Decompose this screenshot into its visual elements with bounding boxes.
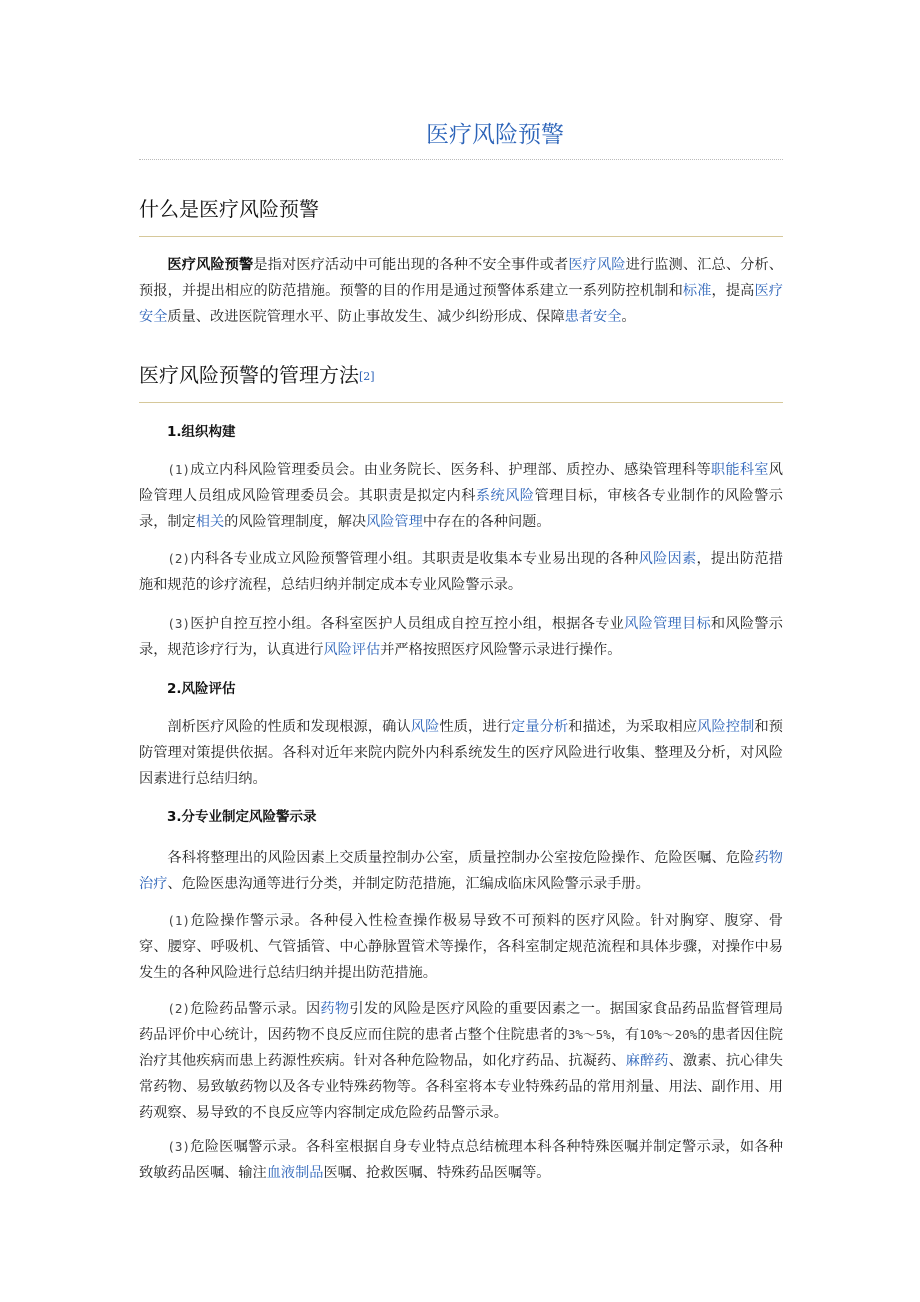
- link-risk-factors[interactable]: 风险因素: [638, 551, 697, 567]
- link-patient-safety[interactable]: 患者安全: [564, 309, 622, 325]
- reference-link[interactable]: [2]: [359, 370, 375, 383]
- section-divider: [139, 236, 783, 237]
- section-heading-methods: 医疗风险预警的管理方法[2]: [139, 363, 375, 387]
- title-divider: [139, 159, 783, 160]
- section-divider: [139, 402, 783, 403]
- link-quantitative-analysis[interactable]: 定量分析: [511, 719, 569, 735]
- link-drug[interactable]: 药物: [320, 1001, 350, 1017]
- paragraph-3: (3)医护自控互控小组。各科室医护人员组成自控互控小组，根据各专业风险管理目标和风险警示录，规范诊疗行为，认真进行风险评估并严格按照医疗风险警示录进行操作。: [139, 616, 783, 658]
- paragraph-7: (2)危险药品警示录。因药物引发的风险是医疗风险的重要因素之一。据国家食品药品监督管理局药品评价中心统计，因药物不良反应而住院的患者占整个住院患者的3%～5%，有10%～20%的患者因住院治疗其他疾病而患上药源性疾病。针对各种危险物品，如化疗药品、抗凝药、麻醉药、激素、抗心律失常药物、易致敏药物以及各专业特殊药物等。各科室将本专业特殊药品的常用剂量、用法、副作用、用药观察、易导致的不良反应等内容制定成危险药品警示录。: [139, 1001, 783, 1121]
- link-risk[interactable]: 风险: [410, 719, 440, 735]
- link-risk-control[interactable]: 风险控制: [697, 719, 755, 735]
- link-system-risk[interactable]: 系统风险: [475, 488, 535, 504]
- link-blood-products[interactable]: 血液制品: [266, 1165, 324, 1181]
- paragraph-8: (3)危险医嘱警示录。各科室根据自身专业特点总结梳理本科各种特殊医嘱并制定警示录，如各种致敏药品医嘱、输注血液制品医嘱、抢救医嘱、特殊药品医嘱等。: [139, 1139, 783, 1181]
- paragraph-4: 剖析医疗风险的性质和发现根源，确认风险性质，进行定量分析和描述，为采取相应风险控制和预防管理对策提供依据。各科对近年来院内院外内科系统发生的医疗风险进行收集、整理及分析，对风险因素进行总结归纳。: [139, 719, 783, 787]
- term: 医疗风险预警: [167, 257, 254, 273]
- link-risk-assessment[interactable]: 风险评估: [323, 642, 381, 658]
- link-medical-safety[interactable]: 医疗安全: [139, 283, 783, 325]
- subheading-assessment: 2.风险评估: [167, 681, 236, 697]
- page-title: 医疗风险预警: [426, 122, 564, 148]
- link-functional-dept[interactable]: 职能科室: [710, 462, 769, 478]
- link-drug-therapy[interactable]: 药物治疗: [139, 850, 783, 892]
- link-anesthetic[interactable]: 麻醉药: [625, 1053, 669, 1069]
- section-heading-definition: 什么是医疗风险预警: [139, 197, 319, 221]
- paragraph-2: (2)内科各专业成立风险预警管理小组。其职责是收集本专业易出现的各种风险因素，提出防范措施和规范的诊疗流程，总结归纳并制定成本专业风险警示录。: [139, 551, 783, 593]
- link-related[interactable]: 相关: [195, 514, 225, 530]
- paragraph-6: (1)危险操作警示录。各种侵入性检查操作极易导致不可预料的医疗风险。针对胸穿、腹穿、骨穿、腰穿、呼吸机、气管插管、中心静脉置管术等操作，各科室制定规范流程和具体步骤，对操作中易发生的各种风险进行总结归纳并提出防范措施。: [139, 913, 783, 981]
- paragraph-5: 各科将整理出的风险因素上交质量控制办公室，质量控制办公室按危险操作、危险医嘱、危险药物治疗、危险医患沟通等进行分类，并制定防范措施，汇编成临床风险警示录手册。: [139, 850, 783, 892]
- definition-paragraph: 医疗风险预警是指对医疗活动中可能出现的各种不安全事件或者医疗风险进行监测、汇总、分析、预报，并提出相应的防范措施。预警的目的作用是通过预警体系建立一系列防控机制和标准，提高医疗安全质量、改进医院管理水平、防止事故发生、减少纠纷形成、保障患者安全。: [139, 257, 783, 325]
- link-risk-management-goal[interactable]: 风险管理目标: [624, 616, 711, 632]
- subheading-warning-records: 3.分专业制定风险警示录: [167, 809, 317, 825]
- paragraph-1: (1)成立内科风险管理委员会。由业务院长、医务科、护理部、质控办、感染管理科等职能科室风险管理人员组成风险管理委员会。其职责是拟定内科系统风险管理目标，审核各专业制作的风险警示录，制定相关的风险管理制度，解决风险管理中存在的各种问题。: [139, 462, 783, 530]
- link-medical-risk[interactable]: 医疗风险: [568, 257, 626, 273]
- subheading-organization: 1.组织构建: [167, 424, 236, 440]
- link-risk-management[interactable]: 风险管理: [366, 514, 423, 530]
- link-standard[interactable]: 标准: [682, 283, 712, 299]
